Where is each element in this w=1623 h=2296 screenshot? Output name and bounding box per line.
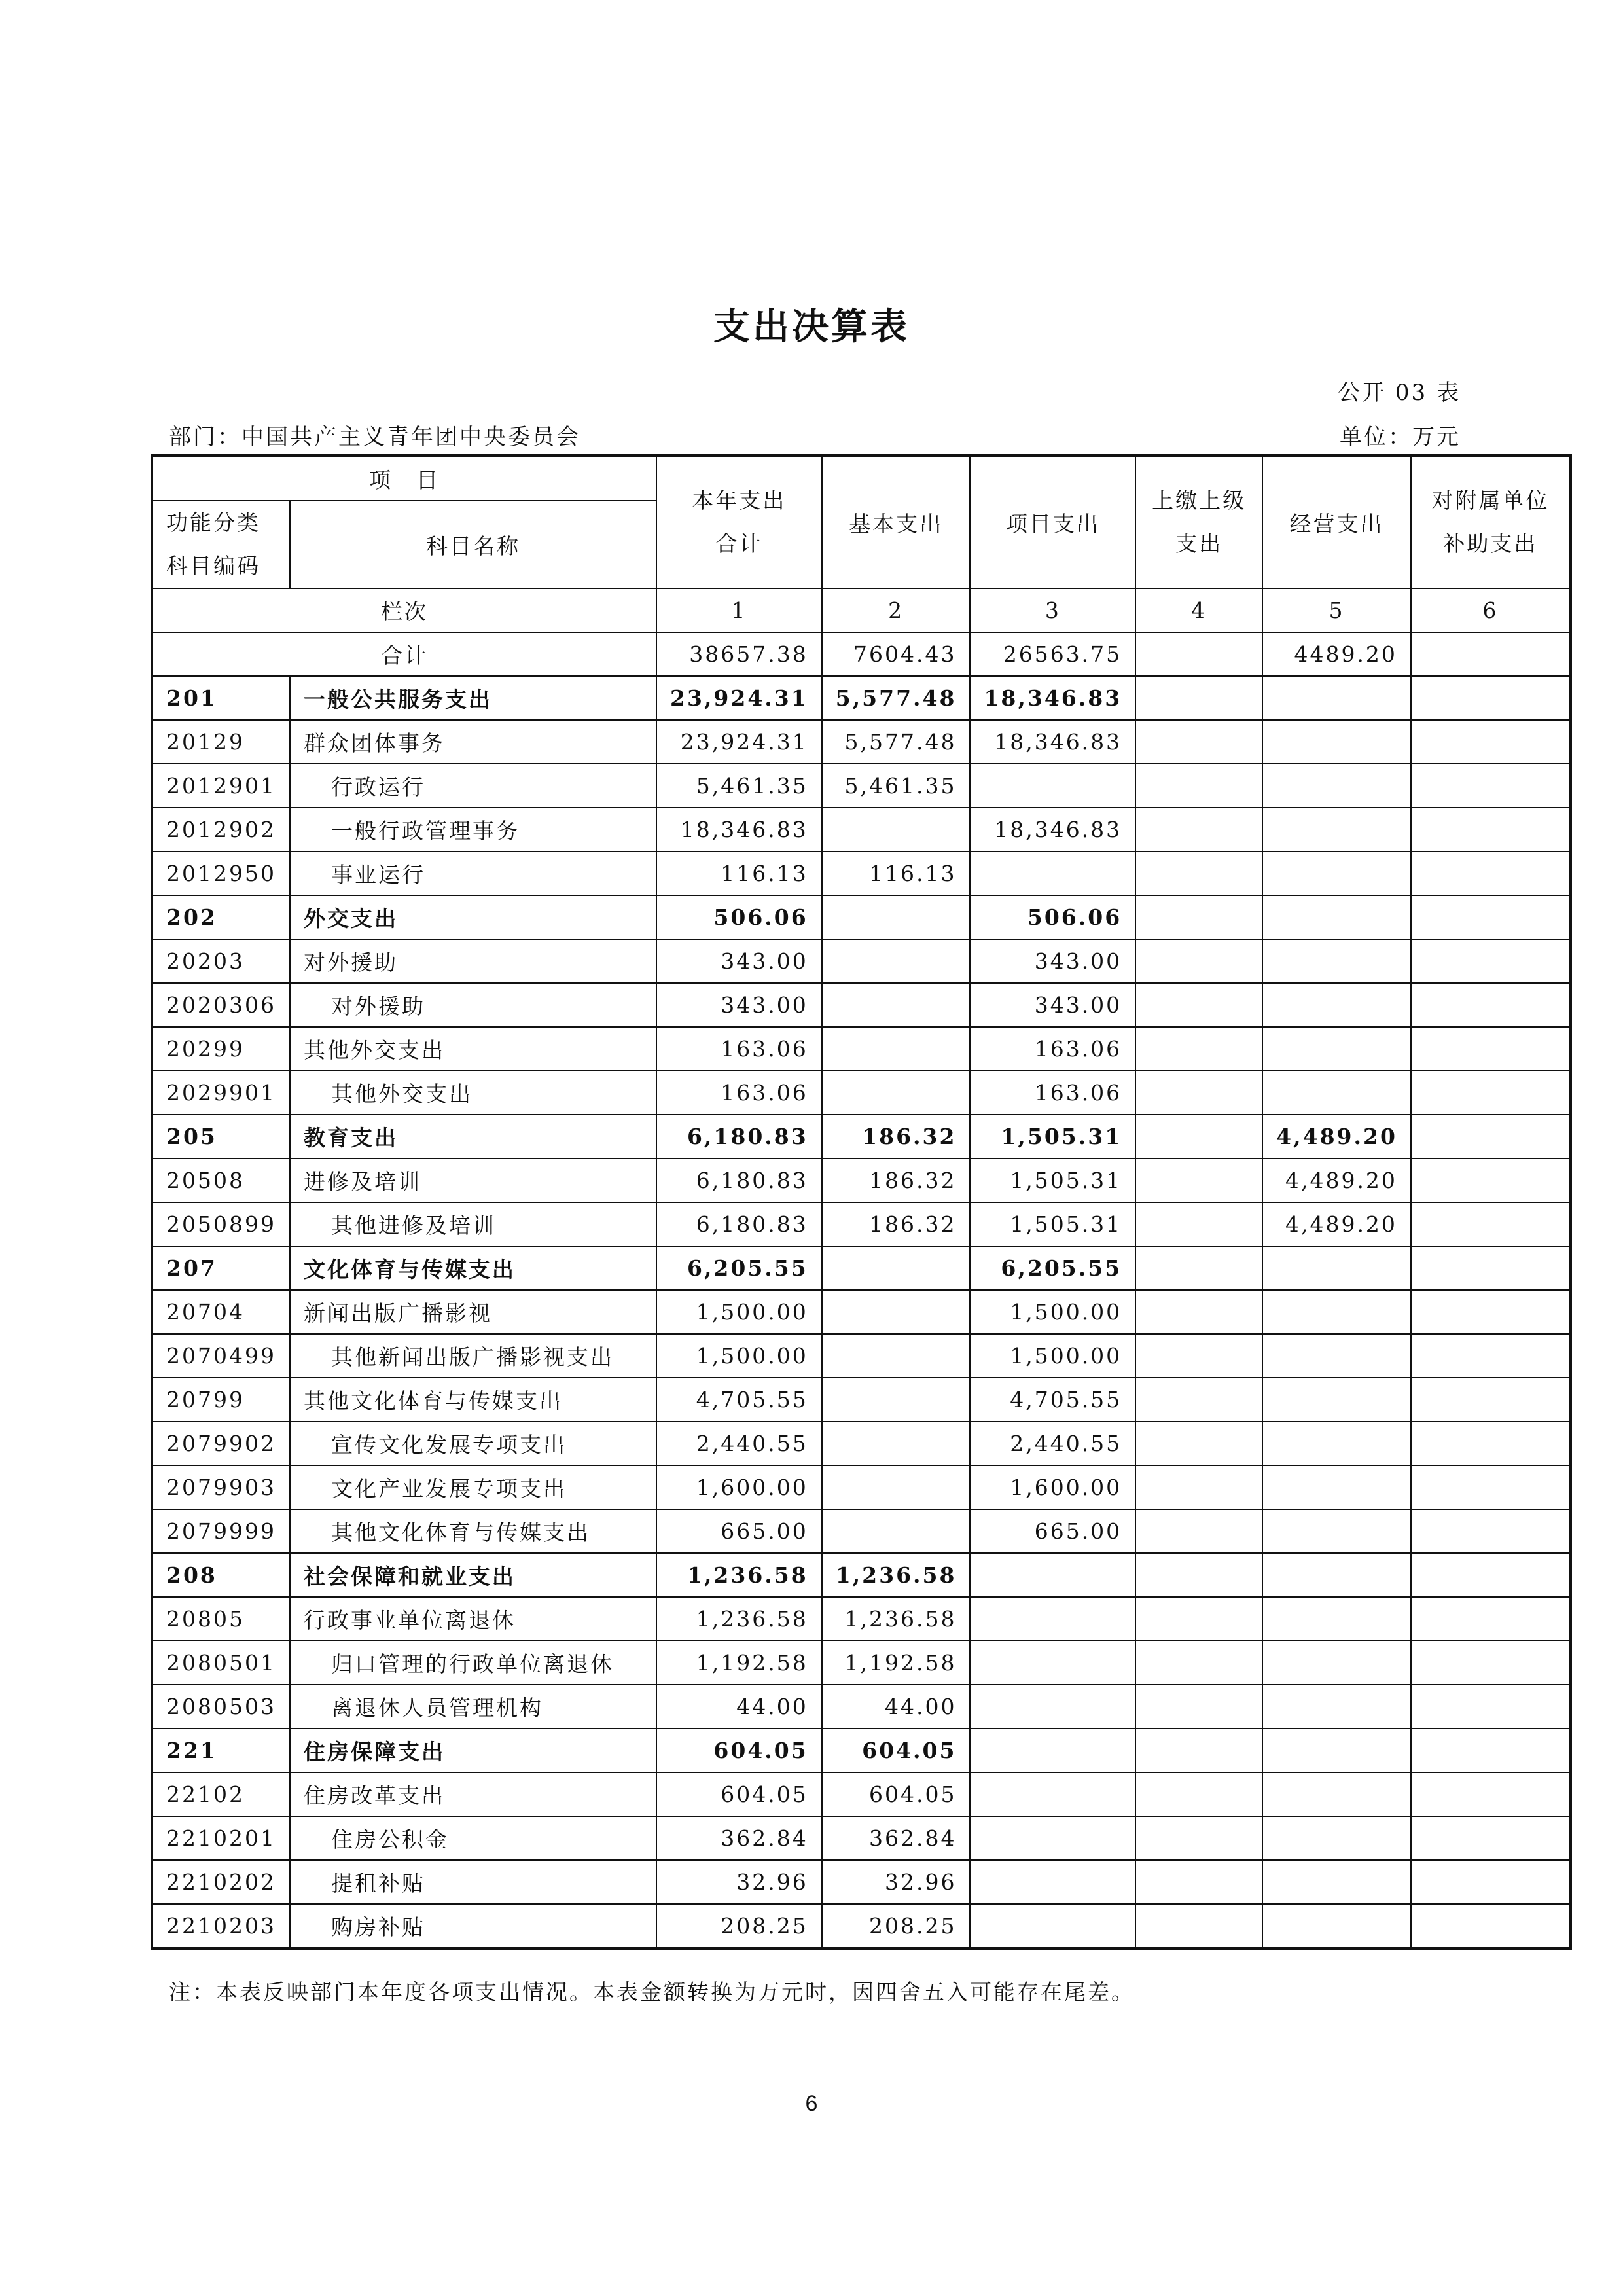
amount-cell	[1135, 1685, 1262, 1729]
subject-code: 2210201	[152, 1816, 290, 1860]
column-number: 4	[1135, 588, 1262, 632]
subject-code: 2012901	[152, 764, 290, 808]
subject-code: 20129	[152, 720, 290, 764]
amount-cell: 2,440.55	[970, 1422, 1135, 1465]
amount-cell	[1411, 1860, 1571, 1904]
subject-name: 宣传文化发展专项支出	[290, 1422, 656, 1465]
amount-cell	[1411, 1246, 1571, 1290]
column-number: 6	[1411, 588, 1571, 632]
subject-name: 其他进修及培训	[290, 1202, 656, 1246]
subject-name: 提租补贴	[290, 1860, 656, 1904]
amount-cell	[822, 1246, 971, 1290]
table-row	[152, 1422, 1571, 1465]
amount-cell: 1,192.58	[822, 1641, 971, 1685]
header-total: 本年支出 合计	[656, 456, 822, 588]
amount-cell: 1,500.00	[970, 1290, 1135, 1334]
amount-cell: 18,346.83	[970, 676, 1135, 720]
amount-cell: 6,180.83	[656, 1202, 822, 1246]
amount-cell	[1135, 895, 1262, 939]
amount-cell: 5,461.35	[822, 764, 971, 808]
subject-code: 2012950	[152, 852, 290, 895]
subject-code: 20508	[152, 1158, 290, 1202]
expenditure-table	[151, 454, 1572, 1950]
amount-cell: 186.32	[822, 1158, 971, 1202]
amount-cell: 6,180.83	[656, 1115, 822, 1158]
subject-name: 社会保障和就业支出	[290, 1553, 656, 1597]
amount-cell	[822, 1290, 971, 1334]
table-row	[152, 1641, 1571, 1685]
amount-cell: 44.00	[822, 1685, 971, 1729]
amount-cell	[1135, 676, 1262, 720]
subject-name: 一般行政管理事务	[290, 808, 656, 852]
amount-cell: 665.00	[656, 1509, 822, 1553]
subject-code: 20203	[152, 939, 290, 983]
amount-cell	[1411, 1115, 1571, 1158]
subject-name: 外交支出	[290, 895, 656, 939]
table-row	[152, 1115, 1571, 1158]
amount-cell	[1135, 1246, 1262, 1290]
amount-cell: 343.00	[970, 939, 1135, 983]
table-row	[152, 1071, 1571, 1115]
amount-cell	[1411, 1071, 1571, 1115]
amount-cell: 362.84	[822, 1816, 971, 1860]
amount-cell	[1262, 1509, 1411, 1553]
subject-name: 群众团体事务	[290, 720, 656, 764]
subject-name: 对外援助	[290, 939, 656, 983]
amount-cell: 1,236.58	[822, 1553, 971, 1597]
subject-code: 2079902	[152, 1422, 290, 1465]
amount-cell: 604.05	[822, 1729, 971, 1772]
amount-cell	[1135, 1202, 1262, 1246]
amount-cell	[1262, 720, 1411, 764]
amount-cell: 1,500.00	[656, 1290, 822, 1334]
table-row	[152, 983, 1571, 1027]
amount-cell	[1135, 1641, 1262, 1685]
amount-cell: 208.25	[822, 1904, 971, 1948]
amount-cell	[1135, 1816, 1262, 1860]
amount-cell: 32.96	[656, 1860, 822, 1904]
amount-cell: 6,180.83	[656, 1158, 822, 1202]
amount-cell: 23,924.31	[656, 720, 822, 764]
header-code: 功能分类 科目编码	[152, 501, 290, 588]
subject-name: 文化产业发展专项支出	[290, 1465, 656, 1509]
subject-name: 进修及培训	[290, 1158, 656, 1202]
table-row	[152, 1553, 1571, 1597]
amount-cell	[1411, 983, 1571, 1027]
amount-cell	[1262, 983, 1411, 1027]
form-number: 公开 03 表	[1338, 380, 1461, 406]
table-row	[152, 676, 1571, 720]
amount-cell	[1411, 1816, 1571, 1860]
amount-cell	[970, 1641, 1135, 1685]
amount-cell	[1262, 1378, 1411, 1422]
subject-code: 201	[152, 676, 290, 720]
subject-code: 20805	[152, 1597, 290, 1641]
total-cell: 38657.38	[656, 632, 822, 676]
amount-cell	[1411, 852, 1571, 895]
amount-cell	[1262, 1553, 1411, 1597]
subject-code: 20299	[152, 1027, 290, 1071]
amount-cell: 1,236.58	[656, 1553, 822, 1597]
amount-cell	[822, 808, 971, 852]
amount-cell: 604.05	[656, 1772, 822, 1816]
amount-cell	[1135, 1071, 1262, 1115]
subject-code: 20704	[152, 1290, 290, 1334]
table-row	[152, 1509, 1571, 1553]
amount-cell: 1,505.31	[970, 1115, 1135, 1158]
subject-code: 2070499	[152, 1334, 290, 1378]
amount-cell	[1411, 1641, 1571, 1685]
amount-cell	[1135, 939, 1262, 983]
amount-cell	[822, 895, 971, 939]
amount-cell	[1262, 1071, 1411, 1115]
amount-cell	[1135, 1860, 1262, 1904]
amount-cell: 4,705.55	[656, 1378, 822, 1422]
amount-cell	[970, 1729, 1135, 1772]
amount-cell: 1,600.00	[656, 1465, 822, 1509]
column-label: 栏次	[152, 588, 656, 632]
table-row	[152, 1685, 1571, 1729]
subject-code: 2029901	[152, 1071, 290, 1115]
amount-cell	[1411, 1597, 1571, 1641]
amount-cell: 604.05	[822, 1772, 971, 1816]
amount-cell: 116.13	[822, 852, 971, 895]
subject-code: 205	[152, 1115, 290, 1158]
amount-cell: 1,505.31	[970, 1202, 1135, 1246]
amount-cell	[970, 1816, 1135, 1860]
amount-cell: 506.06	[970, 895, 1135, 939]
column-number: 2	[822, 588, 971, 632]
amount-cell: 186.32	[822, 1202, 971, 1246]
subject-name: 住房改革支出	[290, 1772, 656, 1816]
amount-cell	[970, 1685, 1135, 1729]
table-row	[152, 1597, 1571, 1641]
subject-code: 2079999	[152, 1509, 290, 1553]
amount-cell: 32.96	[822, 1860, 971, 1904]
amount-cell: 163.06	[656, 1071, 822, 1115]
table-row	[152, 1027, 1571, 1071]
amount-cell	[1262, 895, 1411, 939]
amount-cell: 2,440.55	[656, 1422, 822, 1465]
total-cell	[1135, 632, 1262, 676]
subject-name: 住房公积金	[290, 1816, 656, 1860]
amount-cell	[1411, 1553, 1571, 1597]
amount-cell: 23,924.31	[656, 676, 822, 720]
amount-cell	[1411, 1904, 1571, 1948]
amount-cell	[1262, 1290, 1411, 1334]
amount-cell	[822, 1378, 971, 1422]
table-row	[152, 1202, 1571, 1246]
amount-cell	[1135, 852, 1262, 895]
amount-cell: 208.25	[656, 1904, 822, 1948]
amount-cell: 5,577.48	[822, 720, 971, 764]
amount-cell: 343.00	[656, 983, 822, 1027]
amount-cell	[1411, 720, 1571, 764]
amount-cell: 18,346.83	[970, 720, 1135, 764]
amount-cell: 506.06	[656, 895, 822, 939]
amount-cell: 6,205.55	[656, 1246, 822, 1290]
amount-cell: 163.06	[970, 1071, 1135, 1115]
amount-cell: 6,205.55	[970, 1246, 1135, 1290]
amount-cell	[822, 1334, 971, 1378]
amount-cell: 1,500.00	[970, 1334, 1135, 1378]
amount-cell	[1411, 764, 1571, 808]
amount-cell: 18,346.83	[656, 808, 822, 852]
table-row	[152, 1465, 1571, 1509]
amount-cell	[1262, 1334, 1411, 1378]
amount-cell: 362.84	[656, 1816, 822, 1860]
amount-cell	[1262, 808, 1411, 852]
unit-label: 单位：万元	[1340, 424, 1461, 450]
total-label: 合计	[152, 632, 656, 676]
subject-name: 其他外交支出	[290, 1027, 656, 1071]
amount-cell	[1262, 1027, 1411, 1071]
amount-cell	[1135, 1290, 1262, 1334]
header-basic: 基本支出	[822, 456, 971, 588]
table-row	[152, 1158, 1571, 1202]
amount-cell: 343.00	[970, 983, 1135, 1027]
amount-cell	[1411, 939, 1571, 983]
subject-name: 归口管理的行政单位离退休	[290, 1641, 656, 1685]
amount-cell	[822, 1071, 971, 1115]
amount-cell	[1135, 1509, 1262, 1553]
table-row	[152, 1246, 1571, 1290]
amount-cell	[1411, 1772, 1571, 1816]
amount-cell	[1135, 720, 1262, 764]
subject-code: 2050899	[152, 1202, 290, 1246]
subject-code: 207	[152, 1246, 290, 1290]
subject-name: 事业运行	[290, 852, 656, 895]
table-row	[152, 1378, 1571, 1422]
subject-name: 住房保障支出	[290, 1729, 656, 1772]
amount-cell: 5,461.35	[656, 764, 822, 808]
amount-cell	[1262, 852, 1411, 895]
table-row	[152, 939, 1571, 983]
amount-cell	[1262, 1904, 1411, 1948]
amount-cell: 343.00	[656, 939, 822, 983]
subject-name: 文化体育与传媒支出	[290, 1246, 656, 1290]
amount-cell	[1411, 1202, 1571, 1246]
amount-cell	[1262, 1597, 1411, 1641]
amount-cell	[1135, 1904, 1262, 1948]
subject-code: 221	[152, 1729, 290, 1772]
amount-cell	[970, 764, 1135, 808]
subject-code: 20799	[152, 1378, 290, 1422]
amount-cell	[1411, 1290, 1571, 1334]
amount-cell	[1411, 895, 1571, 939]
total-cell: 26563.75	[970, 632, 1135, 676]
amount-cell: 1,505.31	[970, 1158, 1135, 1202]
subject-name: 教育支出	[290, 1115, 656, 1158]
column-number: 1	[656, 588, 822, 632]
amount-cell	[822, 983, 971, 1027]
footnote: 注：本表反映部门本年度各项支出情况。本表金额转换为万元时，因四舍五入可能存在尾差。	[169, 1979, 1135, 2005]
amount-cell	[1411, 1509, 1571, 1553]
table-row	[152, 764, 1571, 808]
page-title: 支出决算表	[713, 306, 910, 348]
table-row	[152, 1860, 1571, 1904]
amount-cell: 604.05	[656, 1729, 822, 1772]
amount-cell	[970, 852, 1135, 895]
amount-cell	[1411, 1729, 1571, 1772]
amount-cell: 4,489.20	[1262, 1202, 1411, 1246]
amount-cell	[1135, 1729, 1262, 1772]
amount-cell: 1,192.58	[656, 1641, 822, 1685]
amount-cell	[1411, 1378, 1571, 1422]
amount-cell	[1262, 939, 1411, 983]
header-name: 科目名称	[290, 501, 656, 588]
header-project: 项目支出	[970, 456, 1135, 588]
subject-code: 22102	[152, 1772, 290, 1816]
subject-name: 一般公共服务支出	[290, 676, 656, 720]
amount-cell: 163.06	[970, 1027, 1135, 1071]
amount-cell	[1411, 1158, 1571, 1202]
total-row	[152, 632, 1571, 676]
table-row	[152, 1729, 1571, 1772]
header-item: 项 目	[152, 456, 656, 501]
amount-cell	[1262, 1685, 1411, 1729]
amount-cell	[1135, 1553, 1262, 1597]
amount-cell	[1135, 1772, 1262, 1816]
table-row	[152, 852, 1571, 895]
subject-name: 其他外交支出	[290, 1071, 656, 1115]
amount-cell: 1,236.58	[822, 1597, 971, 1641]
header-subsidy: 对附属单位 补助支出	[1411, 456, 1571, 588]
amount-cell	[1262, 764, 1411, 808]
amount-cell	[970, 1772, 1135, 1816]
subject-code: 2080503	[152, 1685, 290, 1729]
column-number: 3	[970, 588, 1135, 632]
column-number: 5	[1262, 588, 1411, 632]
amount-cell: 4,489.20	[1262, 1158, 1411, 1202]
subject-code: 202	[152, 895, 290, 939]
subject-name: 行政事业单位离退休	[290, 1597, 656, 1641]
amount-cell	[1135, 1422, 1262, 1465]
amount-cell	[1411, 1465, 1571, 1509]
amount-cell	[822, 1509, 971, 1553]
subject-code: 2020306	[152, 983, 290, 1027]
amount-cell	[1135, 1158, 1262, 1202]
amount-cell	[1411, 1334, 1571, 1378]
amount-cell	[1262, 1729, 1411, 1772]
amount-cell: 4,705.55	[970, 1378, 1135, 1422]
subject-name: 其他文化体育与传媒支出	[290, 1378, 656, 1422]
amount-cell: 18,346.83	[970, 808, 1135, 852]
subject-name: 其他新闻出版广播影视支出	[290, 1334, 656, 1378]
amount-cell	[1411, 1422, 1571, 1465]
amount-cell	[970, 1553, 1135, 1597]
table-row	[152, 895, 1571, 939]
amount-cell	[1262, 1246, 1411, 1290]
amount-cell: 1,500.00	[656, 1334, 822, 1378]
amount-cell	[1262, 1465, 1411, 1509]
amount-cell: 186.32	[822, 1115, 971, 1158]
amount-cell	[1135, 1378, 1262, 1422]
table-row	[152, 1816, 1571, 1860]
amount-cell	[970, 1597, 1135, 1641]
amount-cell	[822, 1422, 971, 1465]
subject-code: 2012902	[152, 808, 290, 852]
amount-cell	[1135, 764, 1262, 808]
amount-cell	[1262, 1641, 1411, 1685]
total-cell: 4489.20	[1262, 632, 1411, 676]
amount-cell	[822, 1027, 971, 1071]
amount-cell	[1411, 1027, 1571, 1071]
total-cell	[1411, 632, 1571, 676]
subject-code: 2079903	[152, 1465, 290, 1509]
amount-cell: 665.00	[970, 1509, 1135, 1553]
subject-code: 2210203	[152, 1904, 290, 1948]
amount-cell: 116.13	[656, 852, 822, 895]
table-row	[152, 1334, 1571, 1378]
amount-cell: 5,577.48	[822, 676, 971, 720]
amount-cell	[822, 1465, 971, 1509]
amount-cell	[970, 1860, 1135, 1904]
page-number: 6	[805, 2091, 818, 2116]
amount-cell: 44.00	[656, 1685, 822, 1729]
subject-code: 2080501	[152, 1641, 290, 1685]
table-row	[152, 808, 1571, 852]
subject-name: 新闻出版广播影视	[290, 1290, 656, 1334]
amount-cell	[1135, 1597, 1262, 1641]
table-row	[152, 1904, 1571, 1948]
amount-cell	[1262, 676, 1411, 720]
amount-cell	[1262, 1816, 1411, 1860]
subject-name: 对外援助	[290, 983, 656, 1027]
amount-cell: 1,600.00	[970, 1465, 1135, 1509]
amount-cell	[1135, 808, 1262, 852]
amount-cell	[970, 1904, 1135, 1948]
header-upper: 上缴上级 支出	[1135, 456, 1262, 588]
amount-cell	[1411, 808, 1571, 852]
amount-cell	[1262, 1422, 1411, 1465]
amount-cell	[1135, 983, 1262, 1027]
subject-code: 2210202	[152, 1860, 290, 1904]
amount-cell: 1,236.58	[656, 1597, 822, 1641]
amount-cell	[1411, 676, 1571, 720]
subject-name: 行政运行	[290, 764, 656, 808]
subject-name: 购房补贴	[290, 1904, 656, 1948]
amount-cell	[1135, 1027, 1262, 1071]
subject-code: 208	[152, 1553, 290, 1597]
table-row	[152, 720, 1571, 764]
table-row	[152, 1772, 1571, 1816]
amount-cell	[1135, 1115, 1262, 1158]
amount-cell: 163.06	[656, 1027, 822, 1071]
amount-cell: 4,489.20	[1262, 1115, 1411, 1158]
amount-cell	[1262, 1772, 1411, 1816]
amount-cell	[1135, 1465, 1262, 1509]
amount-cell	[822, 939, 971, 983]
subject-name: 其他文化体育与传媒支出	[290, 1509, 656, 1553]
total-cell: 7604.43	[822, 632, 971, 676]
amount-cell	[1135, 1334, 1262, 1378]
department-label: 部门：中国共产主义青年团中央委员会	[169, 424, 580, 450]
subject-name: 离退休人员管理机构	[290, 1685, 656, 1729]
table-row	[152, 1290, 1571, 1334]
amount-cell	[1262, 1860, 1411, 1904]
amount-cell	[1411, 1685, 1571, 1729]
header-business: 经营支出	[1262, 456, 1411, 588]
